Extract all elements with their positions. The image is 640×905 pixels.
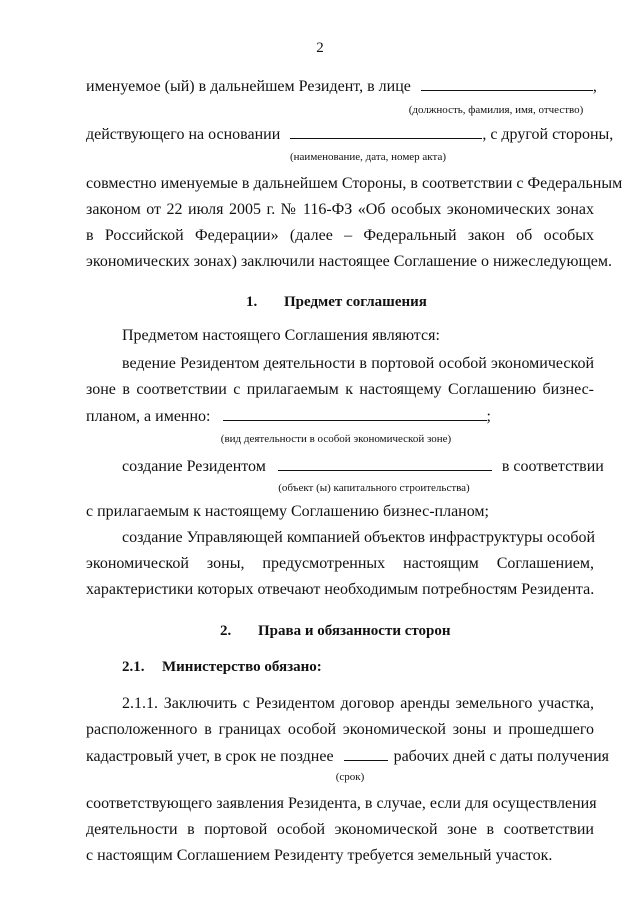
construction-blank (278, 456, 492, 471)
section-1-title: Предмет соглашения (284, 294, 427, 310)
deadline-blank (344, 746, 388, 761)
semicolon: ; (486, 408, 491, 425)
section-2-number: 2. (220, 623, 232, 639)
other-party-text: , с другой стороны, (482, 126, 614, 143)
section-1-number: 1. (246, 294, 258, 310)
section-1-line-4 (86, 406, 594, 427)
section-1-line-6: с прилагаемым к настоящему Соглашению бизнес-планом; (86, 503, 489, 520)
activity-label: планом, а именно: (86, 408, 211, 425)
basis-blank (290, 124, 482, 139)
preamble-line-4: законом от 22 июля 2005 г. № 116-ФЗ «Об особых экономических зонах (86, 201, 594, 218)
basis-label: действующего на основании (86, 126, 281, 143)
working-days-text: рабочих дней с даты получения (393, 748, 610, 765)
section-1-line-7: создание Управляющей компанией объектов инфраструктуры особой (122, 529, 596, 546)
page-number: 2 (316, 40, 324, 56)
section-1-line-8: экономической зоны, предусмотренных настоящим Соглашением, (86, 555, 594, 572)
clause-2-1-1-line-1: 2.1.1. Заключить с Резидентом договор аренды земельного участка, (122, 695, 594, 712)
section-1-intro: Предметом настоящего Соглашения являются: (122, 327, 440, 344)
deadline-note: (срок) (335, 771, 365, 783)
clause-2-1-1-line-3 (86, 746, 610, 767)
construction-note: (объект (ы) капитального строительства) (278, 482, 470, 494)
section-1-line-9: характеристики которых отвечают необходимым потребностям Резидента. (86, 581, 595, 598)
clause-2-1-1-line-6: с настоящим Соглашением Резиденту требуется земельный участок. (86, 847, 553, 864)
clause-2-1-1-line-5: деятельности в портовой особой экономической зоне в соответствии (86, 821, 594, 838)
preamble-line-2 (86, 124, 614, 145)
subsection-2-1-number: 2.1. (122, 659, 145, 675)
activity-blank (223, 406, 487, 421)
clause-2-1-1-line-4: соответствующего заявления Резидента, в случае, если для осуществления (86, 795, 597, 812)
preamble-line-6: экономических зонах) заключили настоящее Соглашение о нижеследующем. (86, 253, 613, 270)
deadline-label: кадастровый учет, в срок не позднее (86, 748, 334, 765)
representative-note: (должность, фамилия, имя, отчество) (408, 104, 584, 116)
preamble-line-1 (86, 76, 597, 97)
clause-2-1-1-line-2: расположенного в границах особой экономической зоны и прошедшего (86, 721, 594, 738)
section-1-line-2: ведение Резидентом деятельности в портовой особой экономической (122, 355, 594, 372)
construction-label: создание Резидентом (122, 458, 266, 475)
preamble-line-5: в Российской Федерации» (далее – Федеральный закон об особых (86, 227, 594, 244)
representative-blank (421, 76, 593, 91)
basis-note: (наименование, дата, номер акта) (290, 151, 446, 163)
preamble-line-3: совместно именуемые в дальнейшем Стороны, в соответствии с Федеральным (86, 175, 623, 192)
section-1-line-5 (122, 456, 604, 477)
accordance-text: в соответствии (501, 458, 604, 475)
section-2-title: Права и обязанности сторон (258, 623, 451, 639)
subsection-2-1-title: Министерство обязано: (162, 659, 322, 675)
resident-representative-label: именуемое (ый) в дальнейшем Резидент, в лице (86, 78, 411, 95)
activity-note: (вид деятельности в особой экономической зоне) (220, 433, 452, 445)
section-1-line-3: зоне в соответствии с прилагаемым к настоящему Соглашению бизнес- (86, 381, 594, 398)
comma: , (592, 78, 597, 95)
